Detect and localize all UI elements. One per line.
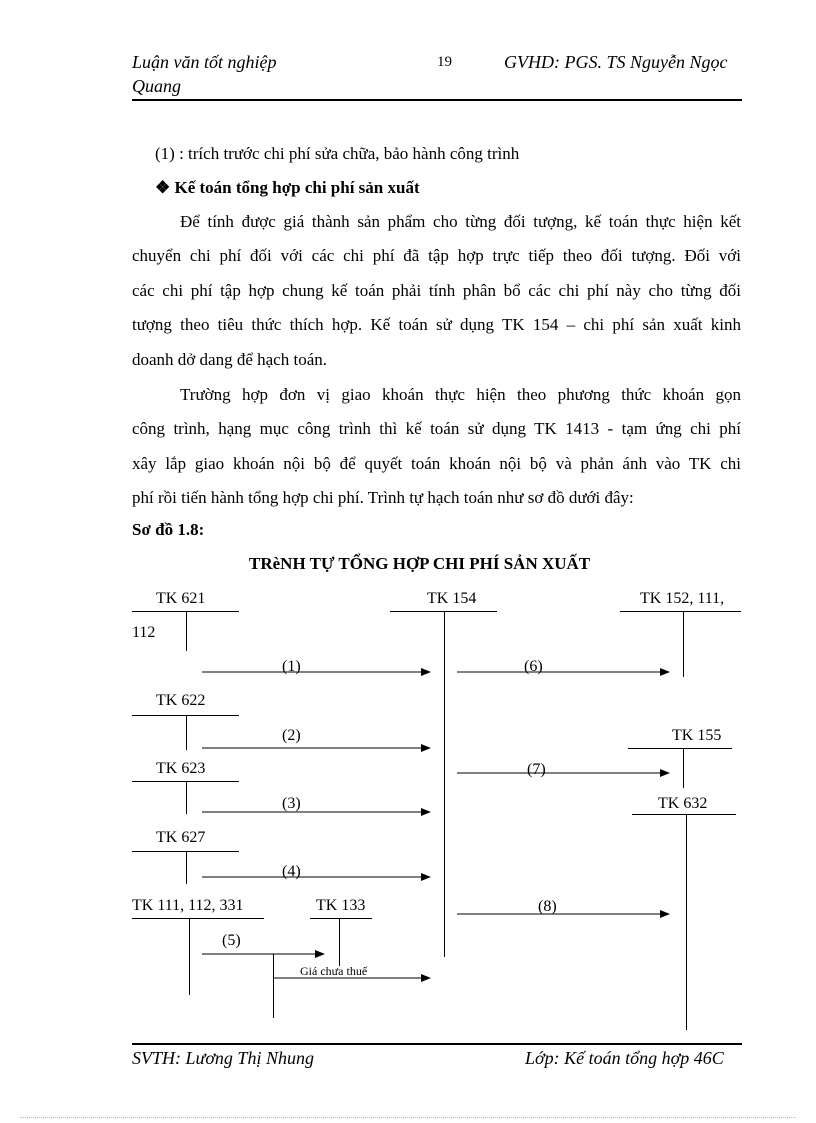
header-left-cont: Quang (132, 76, 181, 96)
para2-line: Trường hợp đơn vị giao khoán thực hiện theo phương thức khoán gọn (180, 385, 741, 404)
account-tk621-cont: 112 (132, 624, 156, 641)
account-tk133: TK 133 (316, 897, 366, 914)
account-tk623: TK 623 (156, 760, 206, 777)
body-line1: (1) : trích trước chi phí sửa chữa, bảo hành công trình (155, 144, 520, 163)
diamond-bullet-icon: ❖ (155, 178, 171, 197)
footer-left: SVTH: Lương Thị Nhung (132, 1048, 314, 1068)
footer-rule (132, 1043, 742, 1045)
arrow-label-8: (8) (538, 898, 557, 915)
account-tk627: TK 627 (156, 829, 206, 846)
arrow-label-4: (4) (282, 863, 301, 880)
para2-line: xây lắp giao khoán nội bộ để quyết toán khoán nội bộ và phản ánh vào TK chi (132, 453, 741, 473)
para1-line: tượng theo tiêu thức thích hợp. Kế toán sử dụng TK 154 – chi phí sản xuất kinh (132, 315, 741, 335)
diagram-title: TRèNH TỰ TỔNG HỢP CHI PHÍ SẢN XUẤT (249, 554, 591, 573)
account-tk632: TK 632 (658, 795, 708, 812)
account-tk155: TK 155 (672, 727, 722, 744)
account-tk622: TK 622 (156, 692, 206, 709)
footer-right: Lớp: Kế toán tổng hợp 46C (525, 1048, 724, 1068)
arrow-label-6: (6) (524, 658, 543, 675)
para1-line: doanh dở dang để hạch toán. (132, 349, 327, 369)
diagram-label: Sơ đồ 1.8: (132, 520, 205, 539)
page-number: 19 (437, 54, 452, 70)
para1-line: các chi phí tập hợp chung kế toán phải tính phân bổ các chi phí này cho từng đối (132, 280, 741, 300)
header-right: GVHD: PGS. TS Nguyễn Ngọc (504, 52, 728, 72)
arrow-label-3: (3) (282, 795, 301, 812)
account-tk111: TK 111, 112, 331 (132, 897, 244, 914)
arrow-label-1: (1) (282, 658, 301, 675)
arrow-label-7: (7) (527, 761, 546, 778)
page-edge-dots (20, 1117, 796, 1118)
para1-line: Để tính được giá thành sản phẩm cho từng đối tượng, kế toán thực hiện kết (180, 212, 741, 231)
para2-line: công trình, hạng mục công trình thì kế toán sử dụng TK 1413 - tạm ứng chi phí (132, 419, 741, 439)
account-tk152: TK 152, 111, (640, 590, 725, 607)
arrow-label-5: (5) (222, 932, 241, 949)
arrow-label-2: (2) (282, 727, 301, 744)
heading-text: Kế toán tổng hợp chi phí sản xuất (174, 178, 420, 197)
tax-note: Giá chưa thuế (300, 964, 368, 978)
header-left: Luận văn tốt nghiệp (132, 52, 277, 72)
para2-line: phí rồi tiến hành tổng hợp chi phí. Trình tự hạch toán như sơ đồ dưới đây: (132, 488, 634, 508)
para1-line: chuyển chi phí đối với các chi phí đã tập hợp trực tiếp theo đối tượng. Đối với (132, 246, 741, 266)
account-tk621: TK 621 (156, 590, 206, 607)
account-tk154: TK 154 (427, 590, 477, 607)
